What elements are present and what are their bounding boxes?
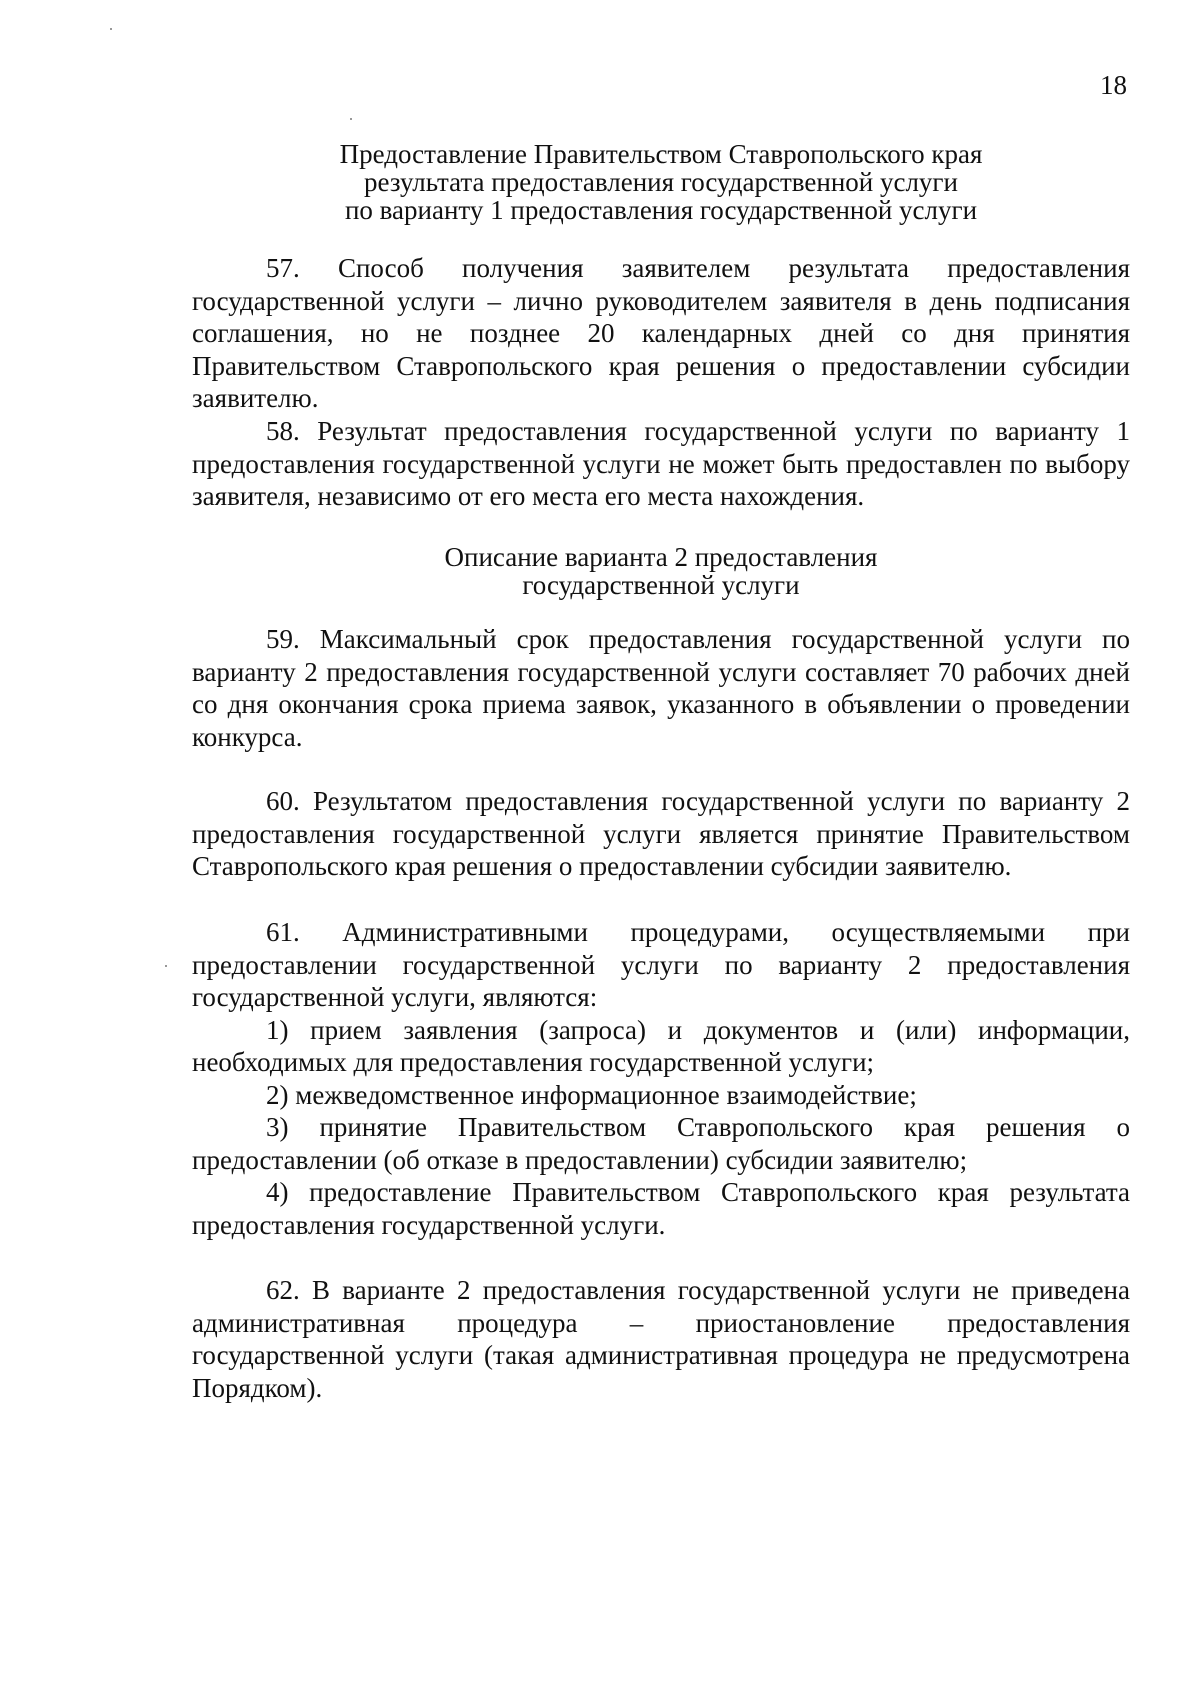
paragraph-61	[192, 916, 1130, 1241]
paragraph-text: 60. Результатом предоставления государственной услуги по варианту 2 предоставления государственной услуги является принятие Правительством Ставропольского края решения о предоставлении субсидии заявителю.	[192, 786, 1130, 881]
list-item: 3) принятие Правительством Ставропольского края решения о предоставлении (об отказе в предоставлении) субсидии заявителю;	[192, 1112, 1130, 1175]
section-heading-result-variant-1	[192, 140, 1130, 224]
heading-line: результата предоставления государственной услуги	[364, 167, 958, 197]
paragraph-58	[192, 415, 1130, 513]
paragraph-59	[192, 623, 1130, 753]
section-heading-variant-2	[192, 543, 1130, 599]
heading-line: Описание варианта 2 предоставления	[444, 542, 878, 572]
paragraph-60	[192, 785, 1130, 883]
list-item: 4) предоставление Правительством Ставропольского края результата предоставления государственной услуги.	[192, 1177, 1130, 1240]
paragraph-57	[192, 252, 1130, 415]
scan-speck	[165, 965, 167, 967]
heading-line: по варианту 1 предоставления государственной услуги	[344, 195, 978, 225]
list-item: 2) межведомственное информационное взаимодействие;	[266, 1079, 917, 1110]
paragraph-text: 61. Административными процедурами, осуществляемыми при предоставлении государственной услуги по варианту 2 предоставления государственной услуги, являются:	[192, 917, 1130, 1012]
paragraph-text: 58. Результат предоставления государственной услуги по варианту 1 предоставления государственной услуги не может быть предоставлен по выбору заявителя, независимо от его места его места нахождения.	[192, 416, 1130, 511]
paragraph-text: 57. Способ получения заявителем результата предоставления государственной услуги – лично руководителем заявителя в день подписания соглашения, но не позднее 20 календарных дней со дня принятия Правительством Ставропольского края решения о предоставлении субсидии заявителю.	[192, 253, 1130, 413]
list-item: 1) прием заявления (запроса) и документов и (или) информации, необходимых для предоставления государственной услуги;	[192, 1014, 1130, 1077]
paragraph-text: 62. В варианте 2 предоставления государственной услуги не приведена административная процедура – приостановление предоставления государственной услуги (такая административная процедура не предусмотрена Порядком).	[192, 1275, 1130, 1403]
paragraph-62	[192, 1274, 1130, 1404]
paragraph-text: 59. Максимальный срок предоставления государственной услуги по варианту 2 предоставления государственной услуги составляет 70 рабочих дней со дня окончания срока приема заявок, указанного в объявлении о проведении конкурса.	[192, 624, 1130, 752]
heading-line: Предоставление Правительством Ставропольского края	[339, 139, 983, 169]
scan-speck	[110, 28, 112, 30]
scan-speck	[350, 118, 352, 120]
heading-line: государственной услуги	[522, 570, 800, 600]
page-number: 18	[1100, 70, 1127, 100]
